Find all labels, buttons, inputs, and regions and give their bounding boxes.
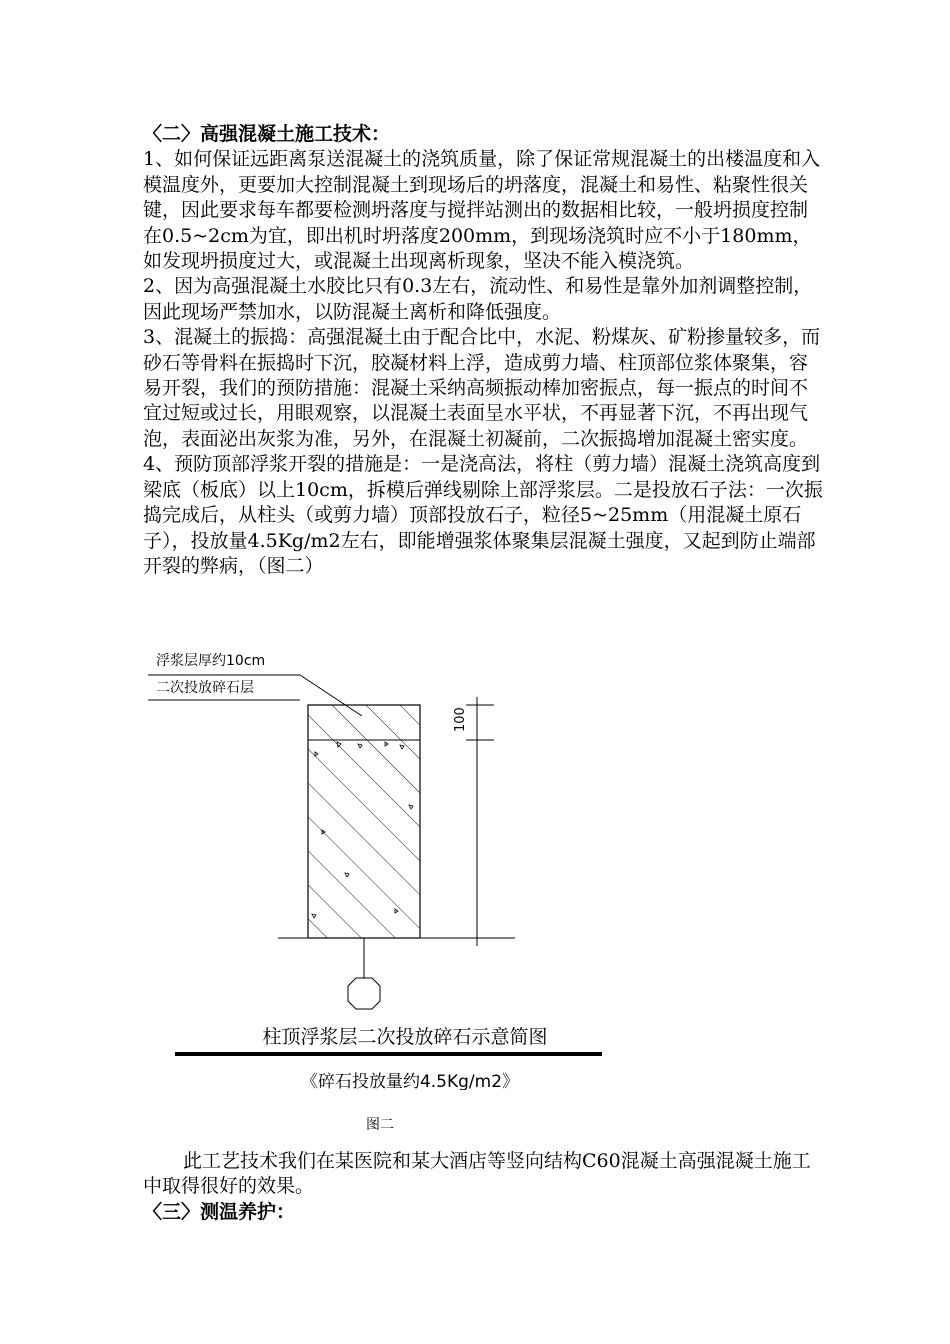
figure-column-diagram xyxy=(0,640,950,1090)
paragraph-3: 3、混凝土的振捣：高强混凝土由于配合比中，水泥、粉煤灰、矿粉掺量较多，而砂石等骨料在振捣时下沉，胶凝材料上浮，造成剪力墙、柱顶部位浆体聚集，容易开裂，我们的预防措施：混凝土采纳高频振动棒加密振点，每一振点的时间不宜过短或过长，用眼观察，以混凝土表面呈水平状，不再显著下沉，不再出现气泡，表面泌出灰浆为准，另外，在混凝土初凝前，二次振捣增加混凝土密实度。 xyxy=(143,326,821,450)
paragraph-4: 4、预防顶部浮浆开裂的措施是：一是浇高法，将柱（剪力墙）混凝土浇筑高度到梁底（板底）以上10cm，拆模后弹线剔除上部浮浆层。二是投放石子法：一次振捣完成后，从柱头（或剪力墙）顶部投放石子，粒径5~25mm（用混凝土原石子），投放量4.5Kg/m2左右，即能增强浆体聚集层混凝土强度，又起到防止端部开裂的弊病，（图二） xyxy=(143,453,823,577)
section2-heading: 〈二〉高强混凝土施工技术： xyxy=(143,123,391,145)
dimension-label: 100 xyxy=(453,707,468,732)
figure-caption: 图二 xyxy=(366,1117,394,1133)
section2-body xyxy=(143,122,823,579)
closing-paragraph: 此工艺技术我们在某医院和某大酒店等竖向结构C60混凝土高强混凝土施工中取得很好的效果。 xyxy=(143,1150,811,1198)
section3-heading: 〈三〉测温养护： xyxy=(143,1200,296,1223)
figure-label-line1: 浮浆层厚约10cm xyxy=(156,653,266,669)
figure-label-line2: 二次投放碎石层 xyxy=(156,680,254,696)
closing-body xyxy=(143,1149,823,1225)
figure-title: 柱顶浮浆层二次投放碎石示意简图 xyxy=(262,1026,548,1048)
paragraph-1: 1、如何保证远距离泵送混凝土的浇筑质量，除了保证常规混凝土的出楼温度和入模温度外，更要加大控制混凝土到现场后的坍落度，混凝土和易性、粘聚性很关键，因此要求每车都要检测坍落度与搅拌站测出的数据相比较，一般坍损度控制在0.5~2cm为宜，即出机时坍落度200mm，到现场浇筑时应不小于180mm，如发现坍损度过大，或混凝土出现离析现象，坚决不能入模浇筑。 xyxy=(143,148,821,273)
figure-subtitle: 《碎石投放量约4.5Kg/m2》 xyxy=(300,1072,520,1090)
paragraph-2: 2、因为高强混凝土水胶比只有0.3左右，流动性、和易性是靠外加剂调整控制，因此现场严禁加水，以防混凝土离析和降低强度。 xyxy=(143,275,813,323)
axis-marker-octagon xyxy=(348,978,380,1009)
